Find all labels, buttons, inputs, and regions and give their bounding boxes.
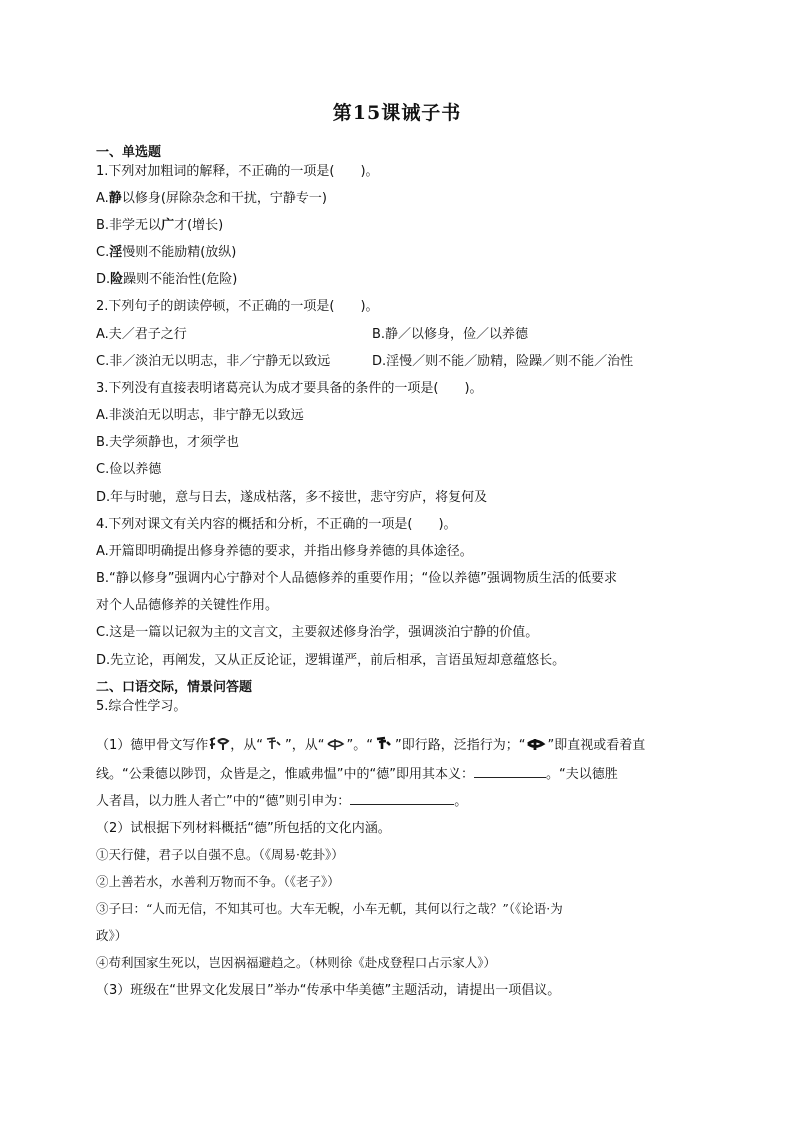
question-3-option-c: C.俭以养德: [96, 462, 162, 477]
question-2-option-b: B.静／以修身，俭／以养德: [372, 327, 529, 342]
section-heading-single-choice: 一、单选题: [96, 145, 162, 160]
page-title: 第15课诫子书: [332, 102, 462, 124]
question-4-option-b-line2: 对个人品德修养的关键性作用。: [96, 598, 279, 613]
q5-text: ”即直视或看着直: [547, 738, 646, 753]
question-4-option-d: D.先立论，再阐发，又从正反论证，逻辑谨严，前后相承，言语虽短却意蕴悠长。: [96, 653, 566, 668]
material-4: ④苟利国家生死以，岂因祸福避趋之。（林则徐《赴戍登程口占示家人》）: [96, 955, 497, 970]
question-1-option-a: [96, 190, 327, 208]
question-4-option-c: C.这是一篇以记叙为主的文言文，主要叙述修身治学，强调淡泊宁静的价值。: [96, 625, 539, 640]
q5-text: 人者昌，以力胜人者亡”中的“德”则引申为：: [96, 794, 351, 809]
question-4-option-b-line1: B.“静以修身”强调内心宁静对个人品德修养的重要作用；“俭以养德”强调物质生活的低要求: [96, 571, 617, 586]
material-3-line2: 政》）: [96, 928, 128, 943]
q5-part2: （2）试根据下列材料概括“德”所包括的文化内涵。: [96, 821, 391, 836]
answer-blank-1[interactable]: [474, 764, 546, 778]
question-2-option-a: A.夫／君子之行: [96, 327, 187, 342]
bold-word: 险: [110, 272, 124, 287]
material-3-line1: ③子曰：“人而无信，不知其可也。大车无輗，小车无軏，其何以行之哉？”（《论语·为: [96, 901, 563, 916]
answer-blank-2[interactable]: [350, 791, 454, 805]
option-prefix: A.: [96, 191, 109, 206]
question-3-option-d: D.年与时驰，意与日去，遂成枯落，多不接世，悲守穷庐，将复何及: [96, 490, 488, 505]
bold-word: 淫: [109, 245, 123, 260]
q5-part3: （3）班级在“世界文化发展日”举办“传承中华美德”主题活动，请提出一项倡议。: [96, 983, 561, 998]
question-2-option-d: D.淫慢／则不能／励精，险躁／则不能／治性: [372, 354, 634, 369]
q5-text: ”。“: [346, 738, 373, 753]
q5-text: 线。“公秉德以陟罚，众皆是之，惟戚弗愠”中的“德”即用其本义：: [96, 767, 474, 782]
q5-text: 。: [454, 794, 468, 809]
option-text: 才(增长): [174, 218, 224, 233]
q5-part1-line2: [96, 764, 618, 784]
question-4-stem: 4.下列对课文有关内容的概括和分析，不正确的一项是( )。: [96, 517, 457, 532]
oracle-zhi-glyph-bold-icon: [525, 736, 547, 752]
question-3-stem: 3.下列没有直接表明诸葛亮认为成才要具备的条件的一项是( )。: [96, 381, 483, 396]
q5-part1-line1: [96, 736, 645, 755]
question-4-option-a: A.开篇即明确提出修身养德的要求，并指出修身养德的具体途径。: [96, 544, 473, 559]
question-1-option-d: [96, 271, 237, 289]
oracle-zhi-glyph-icon: [325, 736, 347, 752]
oracle-xing-glyph-icon: [263, 736, 285, 752]
option-prefix: B.非学无以: [96, 218, 162, 233]
question-1-option-c: [96, 244, 236, 262]
option-prefix: C.: [96, 245, 110, 260]
section-heading-oral: 二、口语交际，情景问答题: [96, 680, 253, 695]
q5-text: ，从“: [230, 738, 264, 753]
question-3-option-a: A.非淡泊无以明志，非宁静无以致远: [96, 408, 304, 423]
option-prefix: D.: [96, 272, 111, 287]
bold-word: 广: [161, 218, 175, 233]
option-text: 慢则不能励精(放纵): [122, 245, 237, 260]
oracle-de-glyph-icon: [208, 736, 230, 752]
material-2: ②上善若水，水善利万物而不争。（《老子》）: [96, 874, 340, 889]
question-1-stem: 1.下列对加粗词的解释，不正确的一项是( )。: [96, 164, 379, 179]
question-2-option-c: C.非／淡泊无以明志，非／宁静无以致远: [96, 354, 331, 369]
q5-text: （1）德甲骨文写作: [96, 738, 209, 753]
q5-text: ”即行路，泛指行为；“: [395, 738, 526, 753]
question-2-stem: 2.下列句子的朗读停顿，不正确的一项是( )。: [96, 299, 379, 314]
q5-text: ”，从“: [285, 738, 325, 753]
option-text: 以修身(屏除杂念和干扰，宁静专一): [121, 191, 327, 206]
q5-text: 。“夫以德胜: [545, 767, 618, 782]
question-1-option-b: [96, 217, 223, 235]
question-5-stem: 5.综合性学习。: [96, 699, 187, 714]
option-text: 躁则不能治性(危险): [123, 272, 238, 287]
oracle-xing-glyph-bold-icon: [373, 736, 395, 752]
q5-part1-line3: [96, 791, 467, 811]
question-3-option-b: B.夫学须静也，才须学也: [96, 435, 240, 450]
bold-word: 静: [108, 191, 122, 206]
material-1: ①天行健，君子以自强不息。（《周易·乾卦》）: [96, 847, 344, 862]
